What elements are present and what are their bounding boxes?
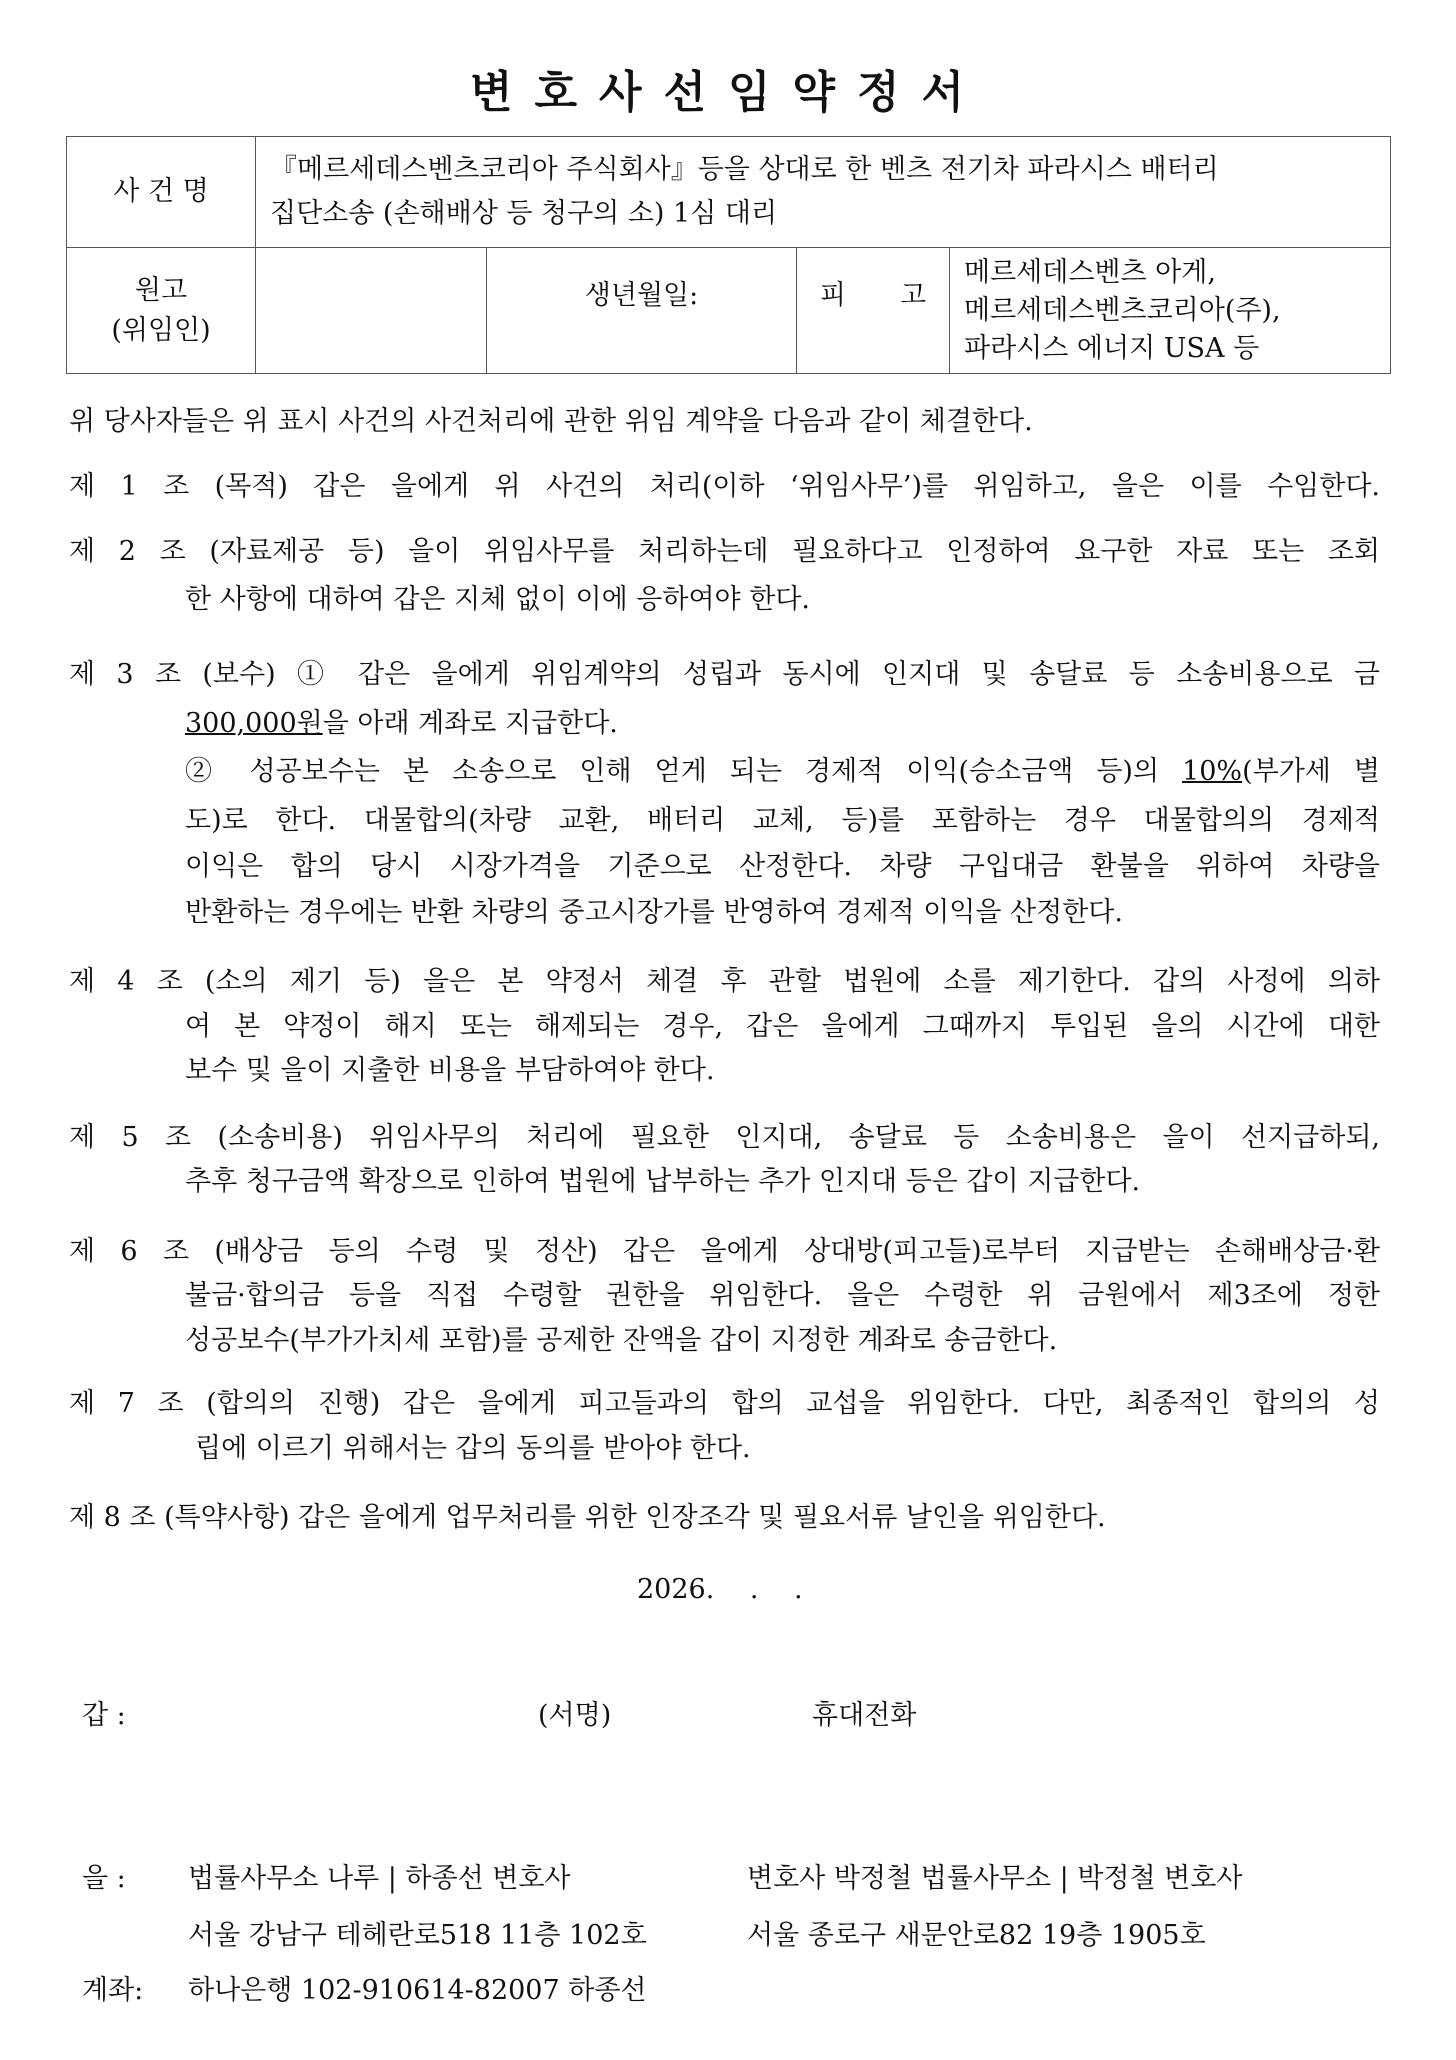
signature-label[interactable]: (서명) [538,1700,612,1731]
article-5-line: 제 5 조 (소송비용) 위임사무의 처리에 필요한 인지대, 송달료 등 소송비용은 을이 선지급하되, [69,1122,1380,1153]
article-2-line: 제 2 조 (자료제공 등) 을이 위임사무를 처리하는데 필요하다고 인정하여 요구한 자료 또는 조회 [69,536,1380,567]
party-b-label: 을 : [82,1863,126,1894]
article-4-line: 제 4 조 (소의 제기 등) 을은 본 약정서 체결 후 관할 법원에 소를 제기한다. 갑의 사정에 의하 [69,966,1380,997]
retainer-amount: 300,000원 [185,708,323,739]
article-3-text: ② 성공보수는 본 소송으로 인해 얻게 되는 경제적 이익(승소금액 등)의 [185,756,1183,787]
article-3-text: 을 아래 계좌로 지급한다. [322,708,618,739]
defendant-item: 파라시스 에너지 USA 등 [964,332,1260,364]
article-8: 제 8 조 (특약사항) 갑은 을에게 업무처리를 위한 인장조각 및 필요서류 날인을 위임한다. [69,1502,1106,1533]
contract-date: 2026. . . [637,1574,803,1605]
document-title: 변호사선임약정서 [469,67,987,118]
plaintiff-label [67,248,256,374]
defendant-item: 메르세데스벤츠코리아(주), [964,294,1281,326]
article-6-line: 불금·합의금 등을 직접 수령할 권한을 위임한다. 을은 수령한 위 금원에서 제3조에 정한 [185,1280,1380,1311]
law-firm-2: 변호사 박정철 법률사무소 | 박정철 변호사 [747,1863,1243,1894]
case-info-table [66,136,1391,374]
article-1: 제 1 조 (목적) 갑은 을에게 위 사건의 처리(이하 ‘위임사무’)를 위임하고, 을은 이를 수임한다. [69,471,1380,502]
article-6-line: 성공보수(부가가치세 포함)를 공제한 잔액을 갑이 지정한 계좌로 송금한다. [185,1325,1058,1356]
plaintiff-label-line: (위임인) [111,314,211,346]
defendant-label: 피 고 [797,248,950,374]
article-3-line: 제 3 조 (보수) ① 갑은 을에게 위임계약의 성립과 동시에 인지대 및 송달료 등 소송비용으로 금 [69,659,1380,690]
article-2-line: 한 사항에 대하여 갑은 지체 없이 이에 응하여야 한다. [185,584,810,615]
defendant-list [950,248,1391,374]
birth-date-label: 생년월일: [487,248,797,374]
success-fee-percent: 10% [1182,756,1243,787]
case-name-line: 『메르세데스벤츠코리아 주식회사』등을 상대로 한 벤츠 전기차 파라시스 배터리 [270,154,1219,185]
article-3-line [185,707,1380,741]
defendant-item: 메르세데스벤츠 아게, [964,256,1216,288]
article-3-line: 도)로 한다. 대물합의(차량 교환, 배터리 교체, 등)를 포함하는 경우 대물합의의 경제적 [185,805,1380,836]
article-3-line: 이익은 합의 당시 시장가격을 기준으로 산정한다. 차량 구입대금 환불을 위하여 차량을 [185,851,1380,882]
party-a-label: 갑 : [82,1700,126,1731]
article-7-line: 제 7 조 (합의의 진행) 갑은 을에게 피고들과의 합의 교섭을 위임한다. 다만, 최종적인 합의의 성 [69,1388,1380,1419]
article-4-line: 여 본 약정이 해지 또는 해제되는 경우, 갑은 을에게 그때까지 투입된 을의 시간에 대한 [185,1011,1380,1042]
intro-text: 위 당사자들은 위 표시 사건의 사건처리에 관한 위임 계약을 다음과 같이 체결한다. [69,406,1033,437]
article-5-line: 추후 청구금액 확장으로 인하여 법원에 납부하는 추가 인지대 등은 갑이 지급한다. [185,1166,1141,1197]
case-name-label: 사 건 명 [67,137,256,248]
article-4-line: 보수 및 을이 지출한 비용을 부담하여야 한다. [185,1055,715,1086]
law-firm-1: 법률사무소 나루 | 하종선 변호사 [188,1863,571,1894]
plaintiff-name-field[interactable] [256,248,487,374]
article-7-line: 립에 이르기 위해서는 갑의 동의를 받아야 한다. [195,1433,751,1464]
article-6-line: 제 6 조 (배상금 등의 수령 및 정산) 갑은 을에게 상대방(피고들)로부터 지급받는 손해배상금·환 [69,1236,1380,1267]
account-value: 하나은행 102-910614-82007 하종선 [188,1975,647,2006]
article-3-line [185,755,1380,789]
article-3-text: (부가세 별 [1242,756,1380,787]
case-name-line: 집단소송 (손해배상 등 청구의 소) 1심 대리 [270,198,778,229]
law-firm-2-address: 서울 종로구 새문안로82 19층 1905호 [747,1920,1206,1951]
phone-label[interactable]: 휴대전화 [812,1700,917,1731]
article-3-line: 반환하는 경우에는 반환 차량의 중고시장가를 반영하여 경제적 이익을 산정한다. [185,897,1123,928]
account-label: 계좌: [82,1975,144,2006]
case-name-value [256,137,1391,248]
plaintiff-label-line: 원고 [134,274,188,306]
law-firm-1-address: 서울 강남구 테헤란로518 11층 102호 [188,1920,647,1951]
